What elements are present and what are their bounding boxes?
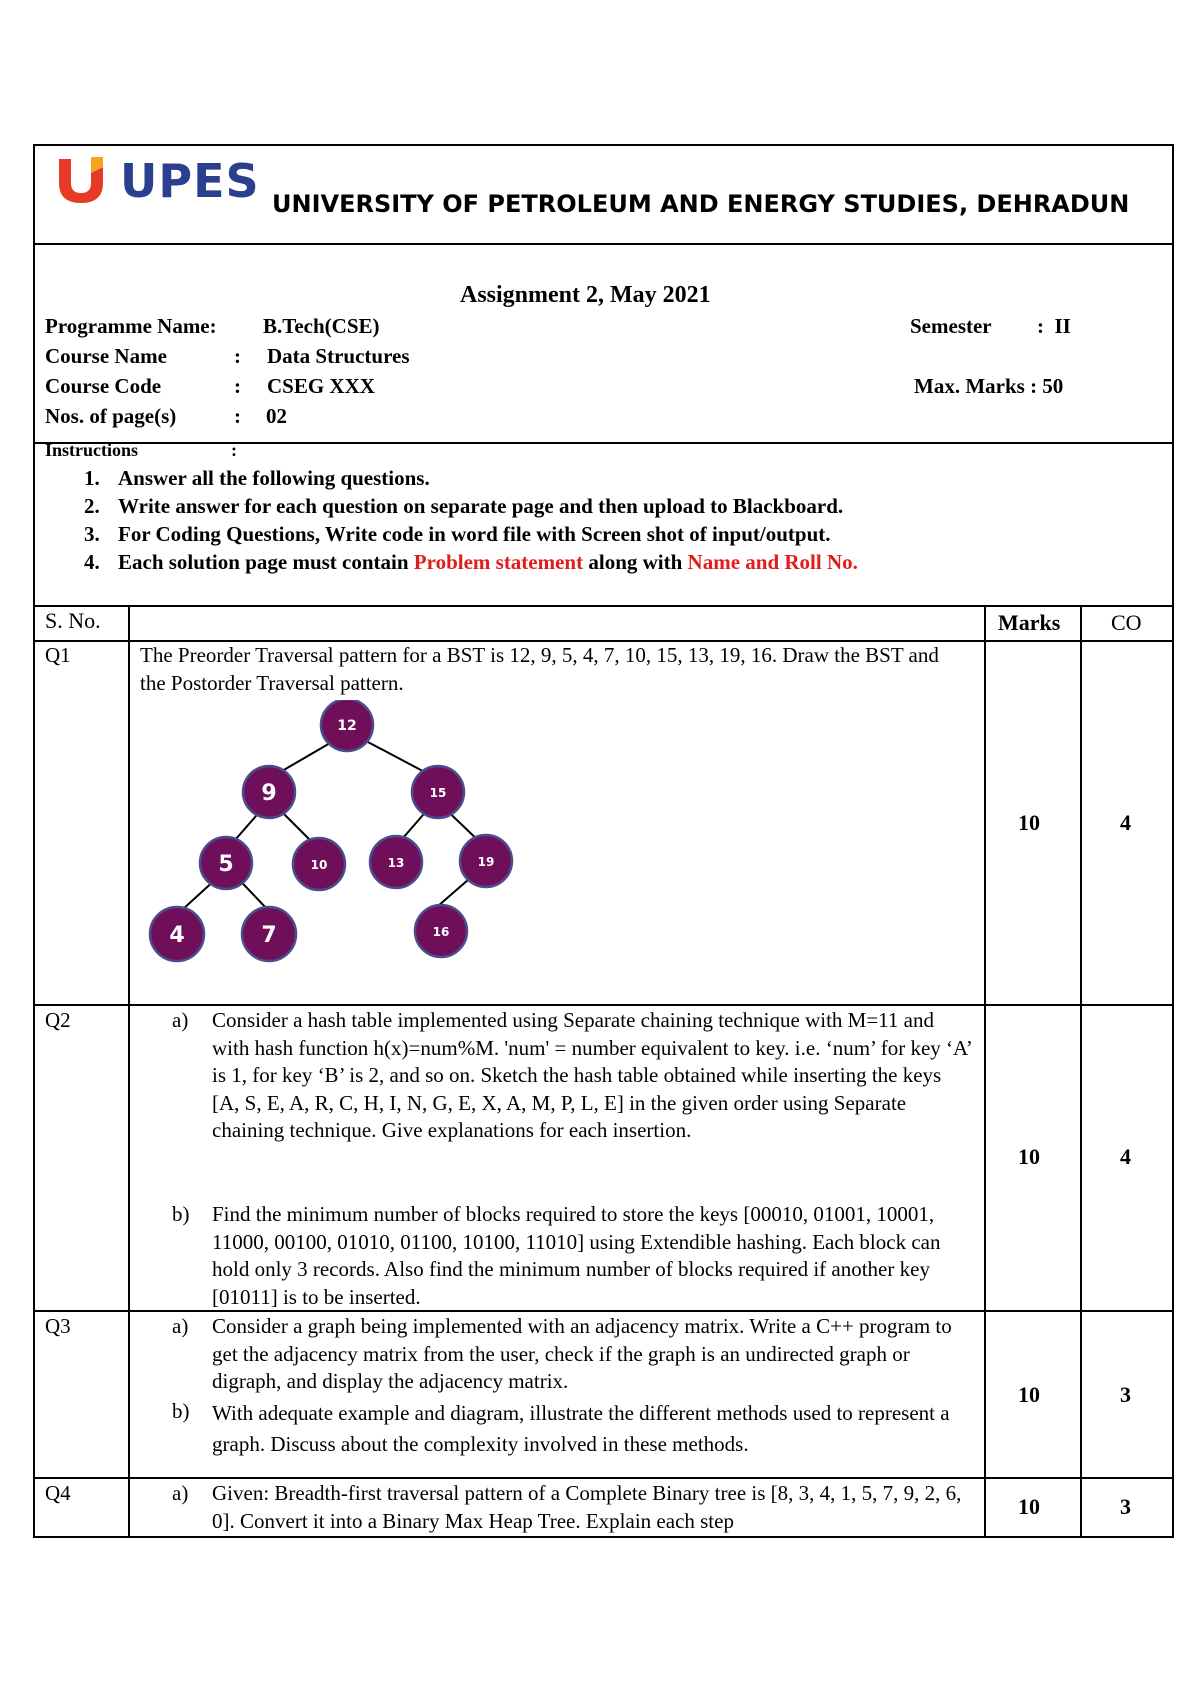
q1-id: Q1: [45, 643, 71, 667]
q1-co: 4: [1120, 810, 1131, 835]
column-divider-co: [1080, 605, 1082, 1538]
q4-marks: 10: [1018, 1494, 1040, 1519]
svg-text:13: 13: [387, 856, 405, 870]
header-co: CO: [1111, 610, 1142, 635]
instruction-4-part-b: along with: [583, 550, 688, 574]
column-divider-sno: [128, 605, 130, 1538]
pages-value: 02: [266, 404, 287, 428]
semester-value: : II: [1037, 314, 1071, 338]
divider-q3: [35, 1477, 1172, 1479]
svg-text:5: 5: [218, 852, 234, 877]
instruction-text-3: For Coding Questions, Write code in word file with Screen shot of input/output.: [118, 522, 831, 546]
q3-a-label: a): [172, 1314, 189, 1338]
svg-text:9: 9: [261, 781, 277, 806]
course-name-label: Course Name: [45, 344, 167, 368]
q2-id: Q2: [45, 1008, 71, 1032]
q4-id: Q4: [45, 1481, 71, 1505]
bst-node-7: [242, 907, 296, 961]
svg-text:12: 12: [337, 718, 357, 734]
q3-b-label: b): [172, 1399, 190, 1423]
q2-b-label: b): [172, 1202, 190, 1226]
pages-colon: :: [234, 404, 241, 428]
upes-logo-icon: [55, 153, 107, 207]
header-marks: Marks: [998, 610, 1061, 635]
instruction-text-4: [118, 550, 858, 575]
svg-text:19: 19: [477, 855, 495, 869]
instructions-colon: :: [231, 440, 237, 460]
bst-node-16: [415, 905, 467, 957]
column-divider-marks: [984, 605, 986, 1538]
q4-a-text: Given: Breadth-first traversal pattern of a Complete Binary tree is [8, 3, 4, 1, 5, 7, 9, 2, 6, 0]. Convert it into a Binary Max Heap Tree. Explain each step: [212, 1481, 962, 1533]
instruction-text-2: Write answer for each question on separate page and then upload to Blackboard.: [118, 494, 844, 518]
q1-text: The Preorder Traversal pattern for a BST is 12, 9, 5, 4, 7, 10, 15, 13, 19, 16. Draw the BST and the Postorder Traversal pattern.: [140, 643, 939, 695]
course-name-value: Data Structures: [267, 344, 410, 368]
instruction-4-part-a: Each solution page must contain: [118, 550, 414, 574]
q2-co: 4: [1120, 1144, 1131, 1169]
bst-node-9: [243, 766, 295, 818]
semester-label: Semester: [910, 314, 992, 338]
q3-co: 3: [1120, 1382, 1131, 1407]
assignment-title: Assignment 2, May 2021: [460, 282, 711, 308]
svg-text:7: 7: [261, 923, 277, 948]
q2-marks: 10: [1018, 1144, 1040, 1169]
divider-meta: [35, 442, 1172, 444]
instruction-num-4: 4.: [84, 550, 100, 574]
svg-text:10: 10: [310, 858, 328, 872]
university-name: UNIVERSITY OF PETROLEUM AND ENERGY STUDIES, DEHRADUN: [272, 190, 1130, 218]
instruction-num-3: 3.: [84, 522, 100, 546]
instructions-label: Instructions: [45, 440, 139, 460]
q3-id: Q3: [45, 1314, 71, 1338]
course-code-label: Course Code: [45, 374, 162, 398]
divider-header: [35, 243, 1172, 245]
divider-q1: [35, 1004, 1172, 1006]
q2-b-text: Find the minimum number of blocks required to store the keys [00010, 01001, 10001, 11000, 00100, 01010, 01100, 10100, 11010] using Extendible hashing. Each block can hold only 3 records. Also find the minimum number of blocks required if another key [01011] is to be inserted.: [212, 1202, 941, 1309]
instruction-4-problem-statement: Problem statement: [413, 550, 584, 574]
instruction-4-name-roll: Name and Roll No.: [687, 550, 858, 574]
course-code-value: CSEG XXX: [267, 374, 375, 398]
header-sno: S. No.: [45, 608, 101, 633]
instruction-num-2: 2.: [84, 494, 100, 518]
instruction-num-1: 1.: [84, 466, 100, 490]
bst-node-4: [150, 907, 204, 961]
divider-instructions: [35, 605, 1172, 607]
bst-node-10: [293, 838, 345, 890]
svg-text:16: 16: [432, 925, 450, 939]
instruction-text-1: Answer all the following questions.: [118, 466, 430, 490]
q3-b-text: With adequate example and diagram, illustrate the different methods used to represent a graph. Discuss about the complexity involved in these methods.: [212, 1401, 950, 1456]
programme-label: Programme Name:: [45, 314, 217, 338]
programme-value: B.Tech(CSE): [263, 314, 380, 338]
pages-label: Nos. of page(s): [45, 404, 177, 428]
bst-node-5: [200, 837, 252, 889]
q4-a-label: a): [172, 1481, 189, 1505]
max-marks: Max. Marks : 50: [914, 374, 1064, 398]
q3-marks: 10: [1018, 1382, 1040, 1407]
svg-text:15: 15: [429, 786, 447, 800]
course-name-colon: :: [234, 344, 241, 368]
bst-node-15: [412, 766, 464, 818]
bst-node-19: [460, 835, 512, 887]
q1-bst-diagram: [140, 700, 540, 980]
q4-co: 3: [1120, 1494, 1131, 1519]
upes-logo-text: UPES: [120, 154, 260, 208]
q2-a-label: a): [172, 1008, 189, 1032]
bst-node-12: [321, 700, 373, 751]
q3-a-text: Consider a graph being implemented with an adjacency matrix. Write a C++ program to get the adjacency matrix from the user, check if the graph is an undirected graph or digraph, and display the adjacency matrix.: [212, 1314, 952, 1393]
course-code-colon: :: [234, 374, 241, 398]
q1-marks: 10: [1018, 810, 1040, 835]
bst-node-13: [370, 836, 422, 888]
q2-a-text: Consider a hash table implemented using Separate chaining technique with M=11 and with hash function h(x)=num%M. 'num' = number equivalent to key. i.e. ‘num’ for key ‘A’ is 1, for key ‘B’ is 2, and so on. Sketch the hash table obtained while inserting the keys [A, S, E, A, R, C, H, I, N, G, E, X, A, M, P, L, E] in the given order using Separate chaining technique. Give explanations for each insertion.: [212, 1008, 972, 1142]
svg-text:4: 4: [169, 923, 185, 948]
